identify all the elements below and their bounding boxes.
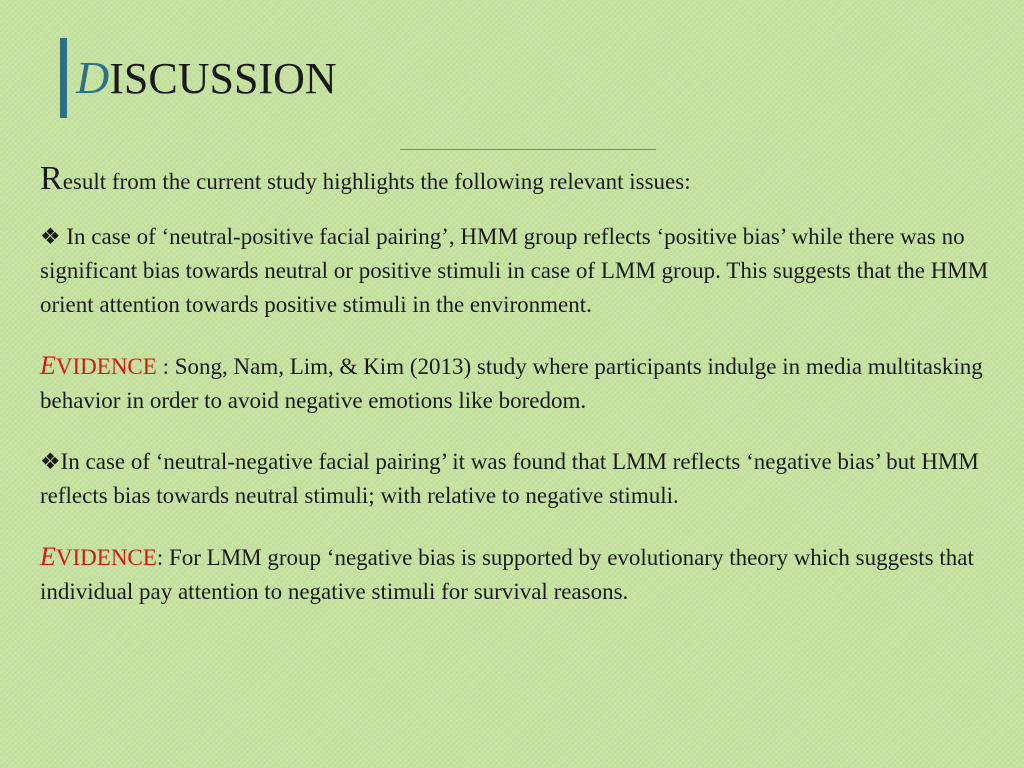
slide-body <box>40 162 1000 609</box>
evidence-text: : For LMM group ‘negative bias is supported by evolutionary theory which suggests that individual pay attention to negative stimuli for survival reasons. <box>40 545 974 604</box>
diamond-bullet-icon: ❖ <box>40 224 61 249</box>
intro-text: esult from the current study highlights the following relevant issues: <box>62 169 691 194</box>
evidence-paragraph-1 <box>40 349 1000 418</box>
slide-title <box>76 52 337 105</box>
title-initial: D <box>76 52 110 103</box>
intro-initial: R <box>40 160 63 197</box>
title-accent-bar <box>60 38 67 118</box>
evidence-initial: E <box>40 542 56 571</box>
evidence-word: VIDENCE <box>55 354 157 379</box>
diamond-bullet-icon: ❖ <box>40 449 61 474</box>
evidence-word: VIDENCE <box>55 545 157 570</box>
point-neutral-positive-text: In case of ‘neutral-positive facial pairing’, HMM group reflects ‘positive bias’ while there was no significant bias towards neutral or positive stimuli in case of LMM group. This suggests that the HMM orient attention towards positive stimuli in the environment. <box>40 224 989 317</box>
point-neutral-negative <box>40 445 1000 513</box>
evidence-text: : Song, Nam, Lim, & Kim (2013) study where participants indulge in media multitasking behavior in order to avoid negative emotions like boredom. <box>40 354 983 413</box>
title-divider <box>400 149 656 150</box>
evidence-paragraph-2 <box>40 540 1000 609</box>
intro-paragraph <box>40 162 1000 199</box>
point-neutral-negative-text: In case of ‘neutral-negative facial pairing’ it was found that LMM reflects ‘negative bias’ but HMM reflects bias towards neutral stimuli; with relative to negative stimuli. <box>40 449 979 508</box>
point-neutral-positive <box>40 220 1000 322</box>
title-rest: ISCUSSION <box>109 54 337 103</box>
evidence-initial: E <box>40 351 56 380</box>
